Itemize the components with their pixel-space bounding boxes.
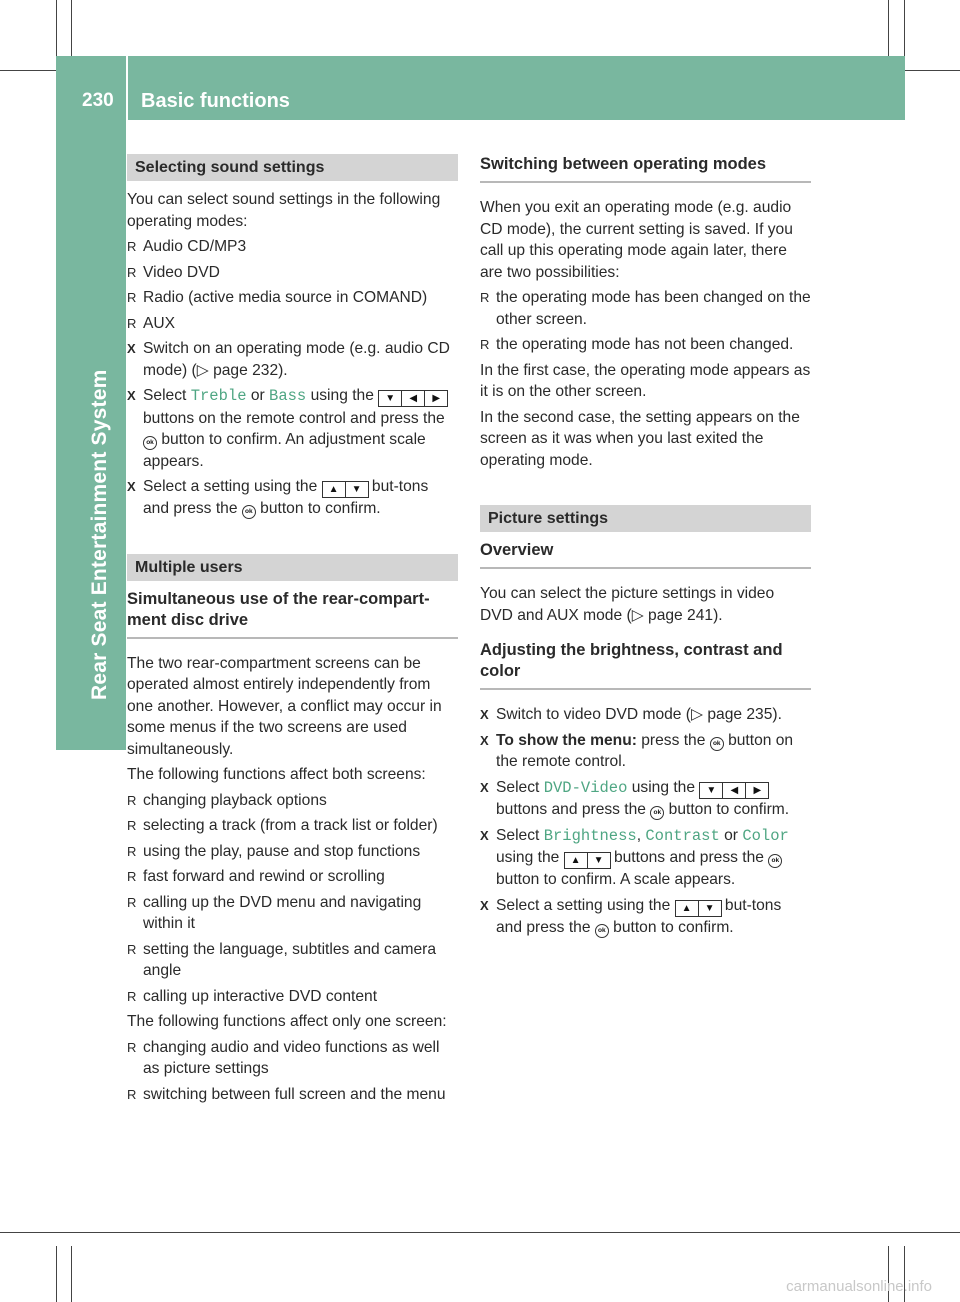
section-heading-picture: Picture settings <box>480 505 811 532</box>
list-item: R calling up interactive DVD content <box>127 986 458 1008</box>
paragraph: The following functions affect only one screen: <box>127 1013 447 1030</box>
step: X Switch to video DVD mode (▷ page 235). <box>480 704 811 726</box>
ok-icon: ok <box>710 737 724 751</box>
header-divider <box>126 56 128 120</box>
subheading: Overview <box>480 540 811 569</box>
paragraph: You can select the picture settings in video DVD and AUX mode (▷ page 241). <box>480 585 775 624</box>
ok-icon: ok <box>768 854 782 868</box>
ok-icon: ok <box>242 505 256 519</box>
subheading: Simultaneous use of the rear-compart-ment disc drive <box>127 589 458 639</box>
down-arrow-icon: ▼ <box>378 390 402 407</box>
watermark: carmanualsonline.info <box>786 1278 932 1295</box>
step: X Select a setting using the ▲ ▼ but-tons and press the ok button to confirm. <box>480 895 811 939</box>
ok-icon: ok <box>143 436 157 450</box>
step: X Select Brightness, Contrast or Color using the ▲ ▼ buttons and press the ok button to confirm. A scale appears. <box>480 825 811 891</box>
right-arrow-icon: ▶ <box>745 782 769 799</box>
crop-mark <box>71 0 72 56</box>
paragraph: When you exit an operating mode (e.g. audio CD mode), the current setting is saved. If you call up this operating mode again later, there are two possibilities: <box>480 199 793 281</box>
page-ref-icon: ▷ <box>631 606 644 624</box>
right-column <box>480 154 811 942</box>
ok-icon: ok <box>650 806 664 820</box>
list-item: R Audio CD/MP3 <box>127 236 458 258</box>
crop-mark <box>0 1232 960 1233</box>
crop-mark <box>904 0 905 56</box>
down-arrow-icon: ▼ <box>698 900 722 917</box>
list-item: R switching between full screen and the menu <box>127 1084 458 1106</box>
down-arrow-icon: ▼ <box>345 481 369 498</box>
code-contrast: Contrast <box>645 826 720 845</box>
list-item: R the operating mode has not been changed. <box>480 334 811 356</box>
up-arrow-icon: ▲ <box>322 481 346 498</box>
list-item: R Radio (active media source in COMAND) <box>127 287 458 309</box>
up-arrow-icon: ▲ <box>675 900 699 917</box>
list-item: R setting the language, subtitles and camera angle <box>127 939 458 982</box>
side-tab-label: Rear Seat Entertainment System <box>88 369 111 700</box>
section-title: Basic functions <box>141 90 290 112</box>
down-arrow-icon: ▼ <box>587 852 611 869</box>
code-bass: Bass <box>269 387 307 405</box>
list-item: R selecting a track (from a track list or folder) <box>127 815 458 837</box>
subheading: Switching between operating modes <box>480 154 811 183</box>
subheading: Adjusting the brightness, contrast and color <box>480 640 811 690</box>
code-brightness: Brightness <box>543 826 637 845</box>
crop-mark <box>888 0 889 56</box>
crop-mark <box>56 1246 57 1302</box>
step: X Select Treble or Bass using the ▼ ◀ ▶ buttons on the remote control and press the ok button to confirm. An adjustment scale appears. <box>127 385 458 472</box>
left-arrow-icon: ◀ <box>401 390 425 407</box>
left-column <box>127 154 458 1109</box>
section-heading-users: Multiple users <box>127 554 458 581</box>
page-ref-icon: ▷ <box>196 361 209 379</box>
step: X Select a setting using the ▲ ▼ but-tons and press the ok button to confirm. <box>127 476 458 520</box>
list-item: R changing playback options <box>127 790 458 812</box>
paragraph: In the second case, the setting appears on the screen as it was when you last exited the operating mode. <box>480 408 800 469</box>
paragraph: The two rear-compartment screens can be operated almost entirely independently from one another. However, a conflict may occur in some menus if the two screens are used simultaneously. <box>127 654 442 758</box>
list-item: R changing audio and video functions as well as picture settings <box>127 1037 458 1080</box>
code-dvd-video: DVD-Video <box>543 778 628 797</box>
crop-mark <box>56 0 57 56</box>
down-arrow-icon: ▼ <box>699 782 723 799</box>
list-item: R AUX <box>127 313 458 335</box>
ok-icon: ok <box>595 924 609 938</box>
section-heading-sound: Selecting sound settings <box>127 154 458 181</box>
page-number: 230 <box>82 90 114 111</box>
paragraph: The following functions affect both screens: <box>127 766 426 783</box>
left-arrow-icon: ◀ <box>722 782 746 799</box>
list-item: R using the play, pause and stop functions <box>127 841 458 863</box>
step: X To show the menu: press the ok button on the remote control. <box>480 730 811 773</box>
step: X Select DVD-Video using the ▼ ◀ ▶ buttons and press the ok button to confirm. <box>480 777 811 821</box>
up-arrow-icon: ▲ <box>564 852 588 869</box>
right-arrow-icon: ▶ <box>424 390 448 407</box>
list-item: R calling up the DVD menu and navigating within it <box>127 892 458 935</box>
list-item: R fast forward and rewind or scrolling <box>127 866 458 888</box>
step: X Switch on an operating mode (e.g. audio CD mode) (▷ page 232). <box>127 338 458 381</box>
paragraph: In the first case, the operating mode appears as it is on the other screen. <box>480 361 811 400</box>
list-item: R Video DVD <box>127 262 458 284</box>
list-item: R the operating mode has been changed on the other screen. <box>480 287 811 330</box>
page-ref-icon: ▷ <box>691 706 703 723</box>
code-color: Color <box>742 826 789 845</box>
paragraph: You can select sound settings in the following operating modes: <box>127 191 441 230</box>
crop-mark <box>71 1246 72 1302</box>
code-treble: Treble <box>190 387 247 405</box>
